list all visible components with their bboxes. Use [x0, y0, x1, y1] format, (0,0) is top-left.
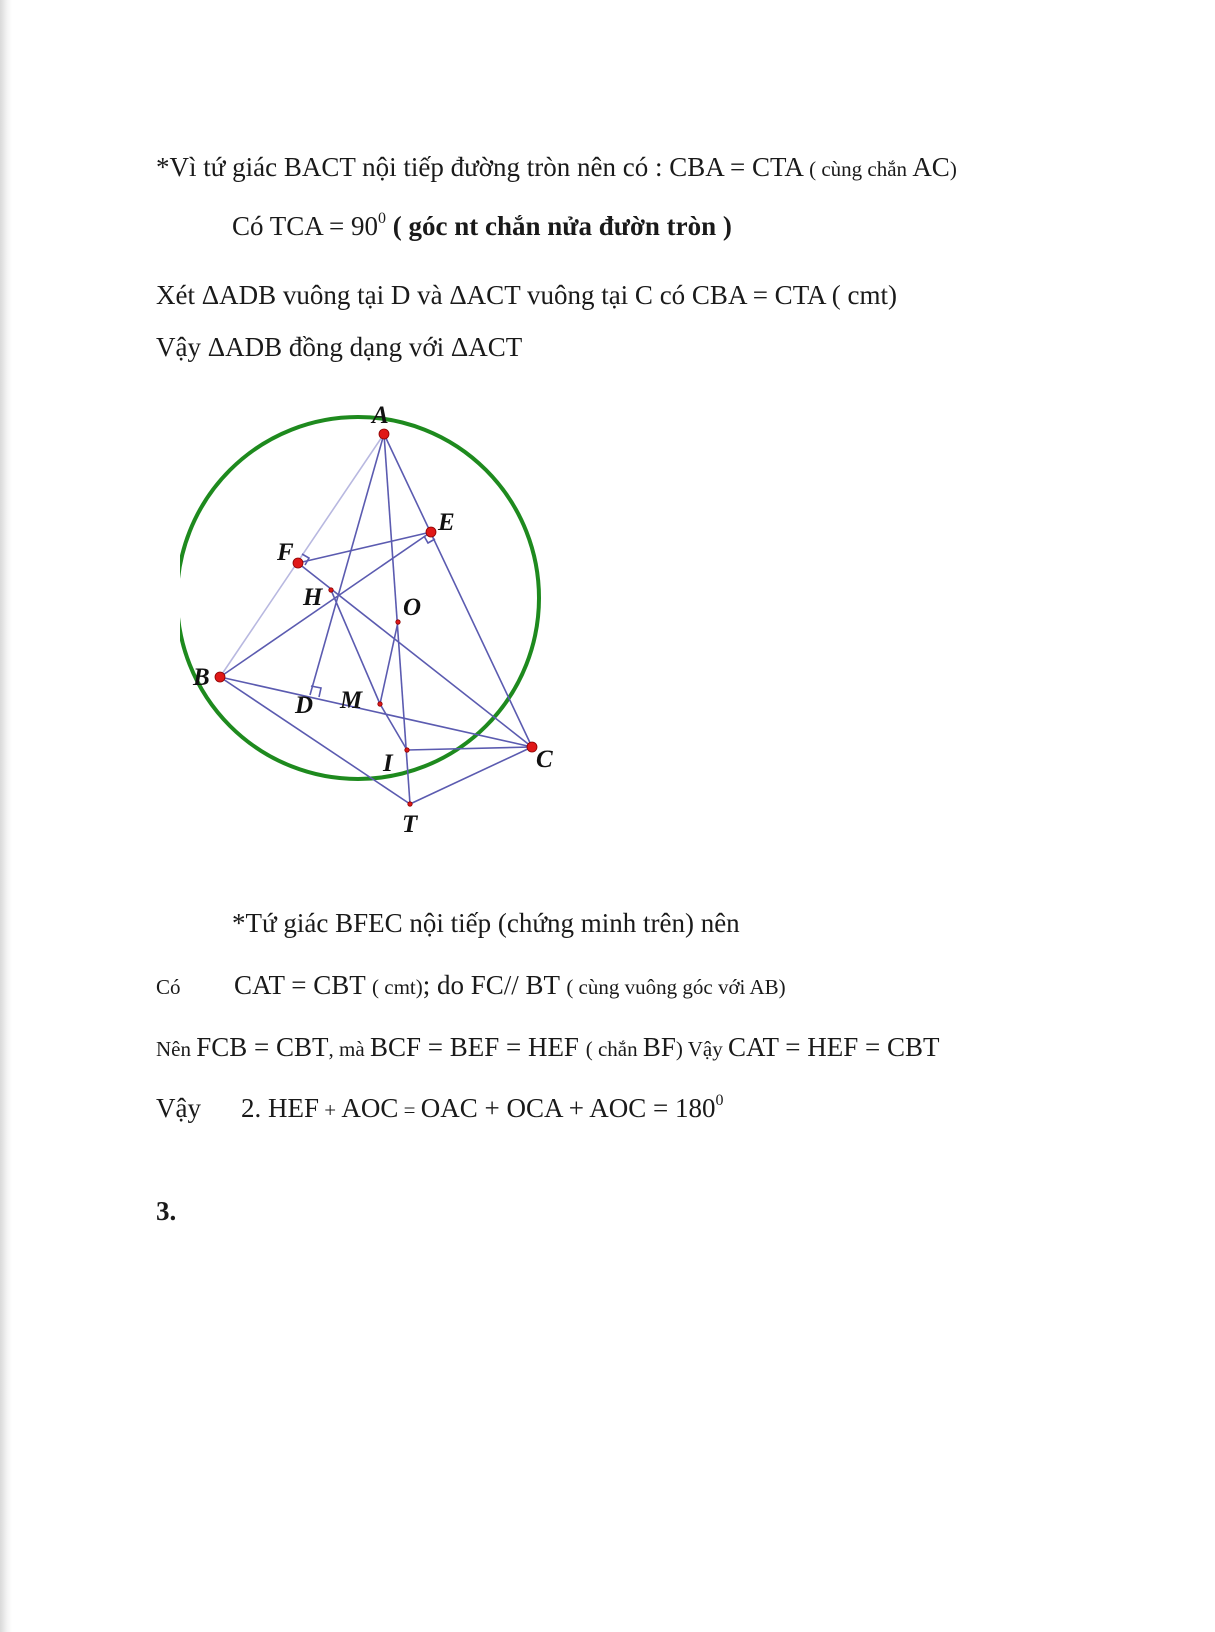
- line-8-hef: 2. HEF: [241, 1093, 320, 1123]
- point-A: [379, 429, 389, 439]
- line-8: [156, 1092, 723, 1124]
- line-8-plus: +: [319, 1098, 342, 1122]
- label-C: C: [536, 746, 553, 773]
- line-7-note: ( chắn: [585, 1037, 643, 1061]
- label-M: M: [340, 687, 363, 714]
- line-7-arc: BF: [642, 1032, 676, 1062]
- line-7-eq3: CAT = HEF = CBT: [727, 1032, 940, 1062]
- line-7-eq2: BCF = BEF = HEF: [369, 1032, 586, 1062]
- segment-CT: [410, 747, 532, 804]
- line-8-sum: OAC + OCA + AOC = 180: [420, 1093, 716, 1123]
- line-6: [156, 970, 786, 1001]
- segment-AB: [220, 434, 384, 677]
- point-B: [215, 672, 225, 682]
- line-2-text: Có TCA = 90: [232, 211, 379, 241]
- line-1-note: ( cùng chắn: [809, 157, 913, 181]
- page-edge-shadow: [0, 0, 12, 1632]
- label-D: D: [295, 692, 314, 719]
- line-6-eq: CAT = CBT: [234, 970, 373, 1000]
- line-7-eq1: FCB = CBT: [196, 1032, 329, 1062]
- geometry-figure: [180, 390, 600, 850]
- segment-CI: [407, 747, 532, 750]
- label-F: F: [277, 539, 294, 566]
- line-8-degree: 0: [715, 1092, 724, 1109]
- line-2: [232, 210, 732, 242]
- line-3: Xét ΔADB vuông tại D và ΔACT vuông tại C có CBA = CTA ( cmt): [156, 280, 897, 310]
- point-F: [293, 558, 303, 568]
- line-6-text: ; do FC// BT: [422, 970, 567, 1000]
- segment-AC: [384, 434, 532, 747]
- label-B: B: [193, 664, 210, 691]
- line-1: [156, 152, 957, 183]
- line-8-equals: =: [398, 1098, 421, 1122]
- label-T: T: [402, 811, 418, 838]
- line-2-note: ( góc nt chắn nửa đườn tròn ): [386, 211, 732, 241]
- line-1-text: *Vì tứ giác BACT nội tiếp đường tròn nên có : CBA = CTA: [156, 152, 810, 182]
- figure-lines: [220, 434, 532, 804]
- line-7-lead: Nên: [156, 1037, 197, 1061]
- label-E: E: [438, 509, 455, 536]
- point-O: [396, 620, 400, 624]
- line-1-arc: AC: [912, 152, 950, 182]
- label-I: I: [383, 750, 393, 777]
- line-8-aoc: AOC: [341, 1093, 399, 1123]
- line-5: *Tứ giác BFEC nội tiếp (chứng minh trên) nên: [232, 908, 740, 938]
- line-7-ma: , mà: [328, 1037, 370, 1061]
- point-H: [329, 588, 333, 592]
- point-M: [378, 702, 382, 706]
- line-6-lead: Có: [156, 975, 181, 999]
- line-4: Vậy ΔADB đồng dạng với ΔACT: [156, 332, 523, 362]
- segment-FE: [298, 532, 431, 563]
- label-H: H: [303, 584, 323, 611]
- line-7-vay: ) Vậy: [675, 1037, 728, 1061]
- line-1-close: ): [949, 157, 957, 181]
- point-E: [426, 527, 436, 537]
- label-A: A: [372, 402, 389, 429]
- label-O: O: [403, 594, 422, 621]
- segment-BC: [220, 677, 532, 747]
- line-2-degree: 0: [378, 210, 387, 227]
- section-3-heading: 3.: [156, 1196, 177, 1226]
- figure-points: [215, 429, 537, 806]
- line-7: [156, 1032, 939, 1063]
- point-I: [405, 748, 409, 752]
- segment-AD: [310, 434, 384, 695]
- line-6-note: ( cùng vuông góc với AB): [566, 975, 786, 999]
- point-T: [408, 802, 412, 806]
- line-6-cmt: ( cmt): [372, 975, 423, 999]
- line-8-lead: Vậy: [156, 1093, 201, 1123]
